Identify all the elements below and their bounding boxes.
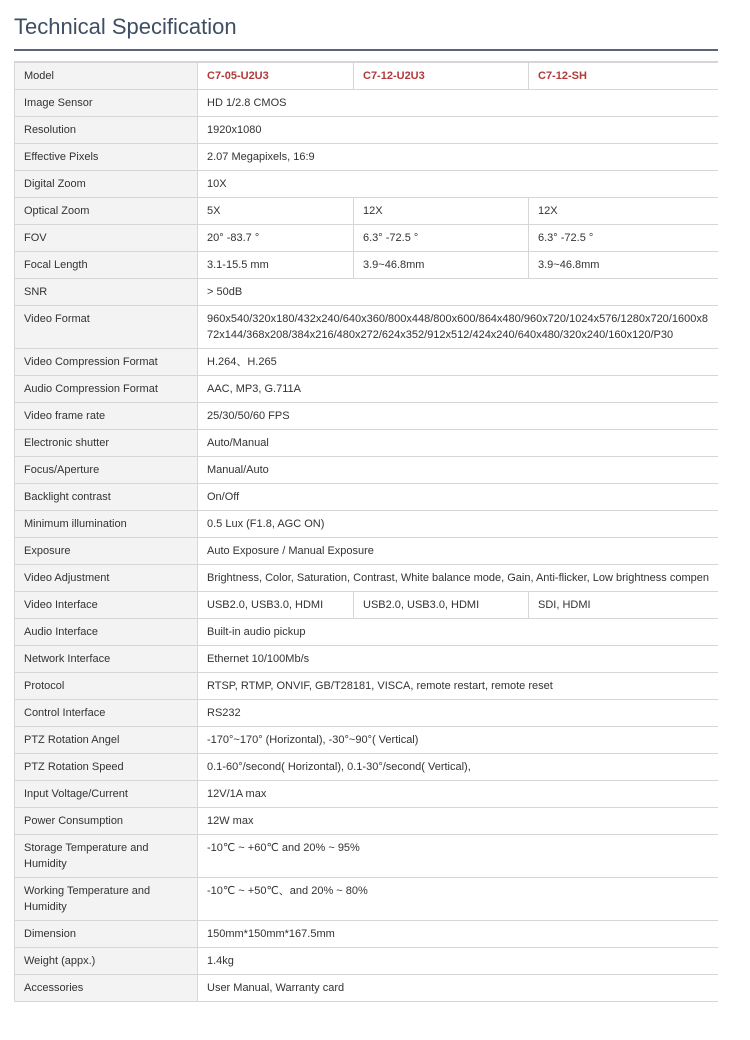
table-row xyxy=(15,592,719,619)
table-row xyxy=(15,349,719,376)
table-row xyxy=(15,90,719,117)
row-value: User Manual, Warranty card xyxy=(198,975,719,1002)
row-label: Video Adjustment xyxy=(15,565,198,592)
row-label: Video frame rate xyxy=(15,403,198,430)
row-value: 1.4kg xyxy=(198,948,719,975)
row-value: AAC, MP3, G.711A xyxy=(198,376,719,403)
table-row xyxy=(15,878,719,921)
row-value: 0.1-60°/second( Horizontal), 0.1-30°/second( Vertical), xyxy=(198,754,719,781)
table-row-model xyxy=(15,63,719,90)
row-value: 25/30/50/60 FPS xyxy=(198,403,719,430)
row-value-model-1: 20° -83.7 ° xyxy=(198,225,354,252)
spec-table xyxy=(14,62,718,1002)
table-row xyxy=(15,781,719,808)
row-value-model-3: 3.9~46.8mm xyxy=(529,252,719,279)
table-row xyxy=(15,565,719,592)
row-label: Digital Zoom xyxy=(15,171,198,198)
row-value: RS232 xyxy=(198,700,719,727)
row-value-model-3: 12X xyxy=(529,198,719,225)
row-label: Optical Zoom xyxy=(15,198,198,225)
row-label: Minimum illumination xyxy=(15,511,198,538)
row-label: SNR xyxy=(15,279,198,306)
table-row xyxy=(15,511,719,538)
table-row xyxy=(15,727,719,754)
row-label: Network Interface xyxy=(15,646,198,673)
row-value-model-2: USB2.0, USB3.0, HDMI xyxy=(354,592,529,619)
row-label: Storage Temperature and Humidity xyxy=(15,835,198,878)
row-value: -170°~170° (Horizontal), -30°~90°( Vertical) xyxy=(198,727,719,754)
row-value: 10X xyxy=(198,171,719,198)
row-value-line: 72x144/368x208/384x216/480x272/624x352/912x512/424x240/640x480/320x240/160x120/P30 xyxy=(207,329,674,341)
row-label: Focus/Aperture xyxy=(15,457,198,484)
row-value: HD 1/2.8 CMOS xyxy=(198,90,719,117)
table-row xyxy=(15,948,719,975)
page-title: Technical Specification xyxy=(14,14,237,39)
row-label: Control Interface xyxy=(15,700,198,727)
row-value: 12W max xyxy=(198,808,719,835)
row-label: PTZ Rotation Angel xyxy=(15,727,198,754)
row-label: Exposure xyxy=(15,538,198,565)
table-row xyxy=(15,538,719,565)
row-value xyxy=(198,306,719,349)
row-value: 1920x1080 xyxy=(198,117,719,144)
table-row xyxy=(15,700,719,727)
row-label: Effective Pixels xyxy=(15,144,198,171)
table-row xyxy=(15,484,719,511)
table-row xyxy=(15,430,719,457)
row-label: Resolution xyxy=(15,117,198,144)
table-row xyxy=(15,457,719,484)
table-row xyxy=(15,117,719,144)
row-label: Video Interface xyxy=(15,592,198,619)
row-value: 2.07 Megapixels, 16:9 xyxy=(198,144,719,171)
row-value: Ethernet 10/100Mb/s xyxy=(198,646,719,673)
row-label: Accessories xyxy=(15,975,198,1002)
row-label: Backlight contrast xyxy=(15,484,198,511)
table-row xyxy=(15,619,719,646)
table-row xyxy=(15,646,719,673)
table-row xyxy=(15,225,719,252)
model-header-3: C7-12-SH xyxy=(529,63,719,90)
row-value: H.264、H.265 xyxy=(198,349,719,376)
row-label: PTZ Rotation Speed xyxy=(15,754,198,781)
row-value-model-2: 6.3° -72.5 ° xyxy=(354,225,529,252)
spec-table-body xyxy=(15,63,719,1002)
row-value-model-3: 6.3° -72.5 ° xyxy=(529,225,719,252)
row-label: Video Compression Format xyxy=(15,349,198,376)
row-label: Audio Interface xyxy=(15,619,198,646)
row-label: Dimension xyxy=(15,921,198,948)
table-row xyxy=(15,403,719,430)
row-label: Audio Compression Format xyxy=(15,376,198,403)
model-header-2: C7-12-U2U3 xyxy=(354,63,529,90)
table-row xyxy=(15,808,719,835)
row-label: Image Sensor xyxy=(15,90,198,117)
row-value: 0.5 Lux (F1.8, AGC ON) xyxy=(198,511,719,538)
row-value-model-1: USB2.0, USB3.0, HDMI xyxy=(198,592,354,619)
row-value: On/Off xyxy=(198,484,719,511)
table-row xyxy=(15,754,719,781)
row-label: Model xyxy=(15,63,198,90)
row-value: Auto Exposure / Manual Exposure xyxy=(198,538,719,565)
table-row xyxy=(15,252,719,279)
row-value-model-2: 12X xyxy=(354,198,529,225)
row-value: Built-in audio pickup xyxy=(198,619,719,646)
row-value: > 50dB xyxy=(198,279,719,306)
row-label: Protocol xyxy=(15,673,198,700)
table-row xyxy=(15,975,719,1002)
row-label: Electronic shutter xyxy=(15,430,198,457)
model-header-1: C7-05-U2U3 xyxy=(198,63,354,90)
row-label: Video Format xyxy=(15,306,198,349)
row-value-model-1: 3.1-15.5 mm xyxy=(198,252,354,279)
table-row xyxy=(15,279,719,306)
row-value: -10℃ ~ +50℃、and 20% ~ 80% xyxy=(198,878,719,921)
row-label: Weight (appx.) xyxy=(15,948,198,975)
table-row xyxy=(15,921,719,948)
row-value: 150mm*150mm*167.5mm xyxy=(198,921,719,948)
row-value-line: 960x540/320x180/432x240/640x360/800x448/800x600/864x480/960x720/1024x576/1280x720/1600x8 xyxy=(207,313,708,325)
table-row xyxy=(15,673,719,700)
row-value: RTSP, RTMP, ONVIF, GB/T28181, VISCA, remote restart, remote reset xyxy=(198,673,719,700)
row-value-model-2: 3.9~46.8mm xyxy=(354,252,529,279)
row-value-model-3: SDI, HDMI xyxy=(529,592,719,619)
row-value: Brightness, Color, Saturation, Contrast, White balance mode, Gain, Anti-flicker, Low brightness compen xyxy=(198,565,719,592)
row-label: Focal Length xyxy=(15,252,198,279)
row-label: Input Voltage/Current xyxy=(15,781,198,808)
table-row xyxy=(15,376,719,403)
title-divider xyxy=(14,49,718,51)
row-value: Manual/Auto xyxy=(198,457,719,484)
row-label: FOV xyxy=(15,225,198,252)
row-value: 12V/1A max xyxy=(198,781,719,808)
row-value-model-1: 5X xyxy=(198,198,354,225)
spec-table-container xyxy=(14,61,718,1002)
table-row xyxy=(15,198,719,225)
table-row xyxy=(15,835,719,878)
row-value: Auto/Manual xyxy=(198,430,719,457)
table-row xyxy=(15,306,719,349)
row-label: Power Consumption xyxy=(15,808,198,835)
row-value: -10℃ ~ +60℃ and 20% ~ 95% xyxy=(198,835,719,878)
table-row xyxy=(15,171,719,198)
table-row xyxy=(15,144,719,171)
row-label: Working Temperature and Humidity xyxy=(15,878,198,921)
